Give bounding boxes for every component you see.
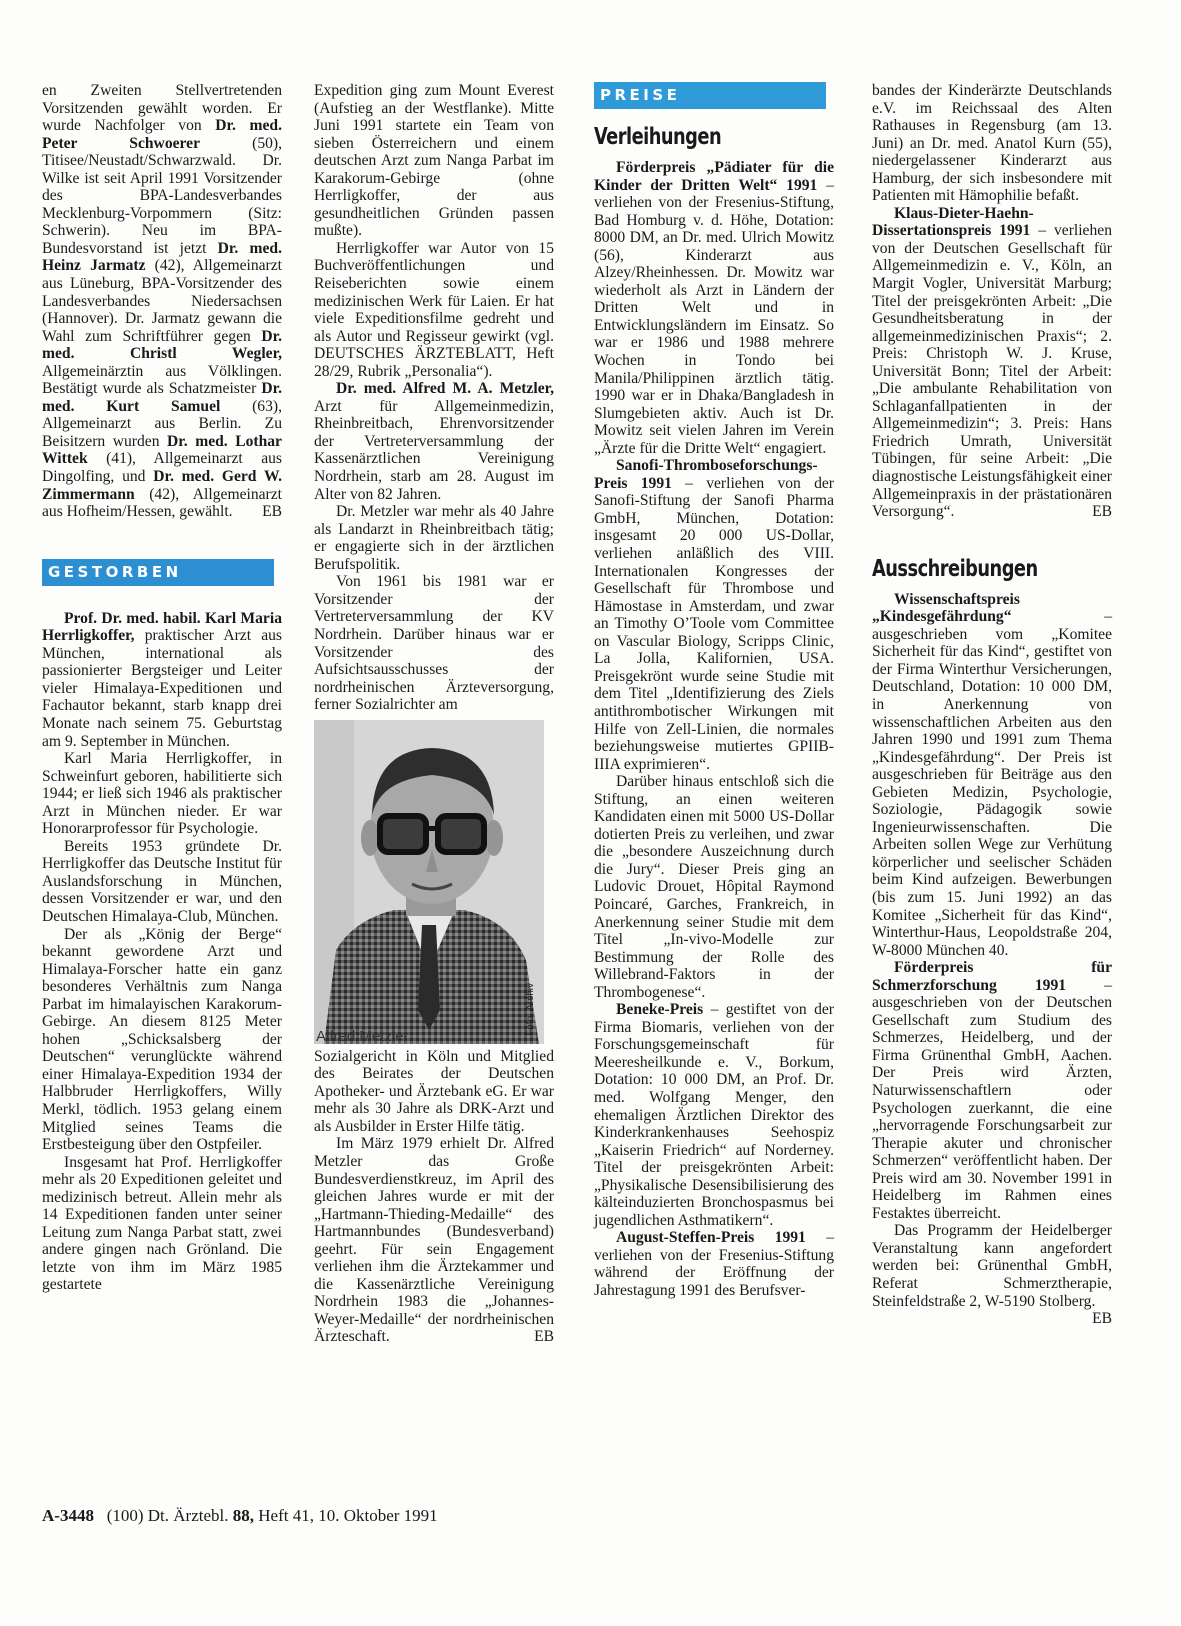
paragraph: Insgesamt hat Prof. Herrligkoffer mehr als 20 Expeditionen geleitet und medizinisch betreut. Allein mehr als 14 Expeditionen fanden unter seiner Leitung zum Nanga Parbat statt, zwei andere gingen nach Grönland. Die letzte von ihm im März 1985 gestartete	[42, 1153, 282, 1294]
text: Das Programm der Heidelberger Veranstaltung kann angefordert werden bei: Grünenthal GmbH, Referat Schmerztherapie, Steinfeldstraße 2, W-5190 Stolberg.	[872, 1222, 1112, 1310]
text: (63), Allgemeinarzt aus Berlin. Zu Beisitzern wurden	[42, 397, 282, 450]
text: (42), Allgemeinarzt aus Lüneburg, BPA-Vorsitzender des Landesverbandes Niedersachsen (Hannover). Dr. Jarmatz gewann die Wahl zum Schriftführer gegen	[42, 257, 282, 345]
paragraph: Expedition ging zum Mount Everest (Aufstieg an der Westflanke). Mitte Juni 1991 startete ein Team von sieben Österreichern und einem deutschen Arzt zum Nanga Parbat im Karakorum-Gebirge (ohne Herrligkoffer, der aus gesundheitlichen Gründen passen mußte).	[314, 82, 554, 240]
column-1	[42, 82, 282, 1294]
award-sanofi	[594, 457, 834, 773]
award-name: Sanofi-Thromboseforschungs-Preis 1991	[594, 457, 818, 492]
section-band-gestorben: GESTORBEN	[42, 559, 274, 586]
paragraph: bandes der Kinderärzte Deutschlands e.V. im Reichssaal des Alten Rathauses in Regensburg (am 13. Juni) an Dr. med. Anatol Kurn (55), niedergelassener Kinderarzt aus Hamburg, der sich insbesondere mit Patienten mit Hämophilie befaßt.	[872, 82, 1112, 205]
person-name: Dr. med. Kurt Samuel	[42, 380, 282, 415]
person-name: Dr. med. Alfred M. A. Metzler,	[336, 380, 554, 398]
award-name: August-Steffen-Preis 1991	[616, 1229, 806, 1247]
paragraph	[314, 1135, 554, 1346]
person-name: Dr. med. Lothar Wittek	[42, 432, 282, 468]
issue-info: Heft 41, 10. Oktober 1991	[258, 1506, 438, 1525]
text: – ausgeschrieben vom „Komitee Sicherheit für das Kind“, gestiftet von der Firma Winterthur Versicherungen, Deutschland, Dotation: 10 000 DM, in Anerkennung von wissenschaftlichen Arbeiten aus den Jahren 1990 und 1991 zum Thema „Kindesgefährdung“. Der Preis ist ausgeschrieben für Beiträge aus den Gebieten Medizin, Psychologie, Soziologie, Pädagogik sowie Ingenieurwissenschaften. Die Arbeiten sollen Wege zur Verhütung körperlicher und seelischer Schäden beim Kind aufzeigen. Bewerbungen (bis zum 15. Juni 1992) an das Komitee „Sicherheit für das Kind“, Winterthur-Haus, Leopoldstraße 204, W-8000 München 40.	[872, 608, 1112, 959]
text: Im März 1979 erhielt Dr. Alfred Metzler das Große Bundesverdienstkreuz, im April des gleichen Jahres wurde er mit der „Hartmann-Thieding-Medaille“ des Hartmannbundes (Bundesverband) geehrt. Für sein Engagement verliehen ihm die Ärztekammer und die Kassenärztliche Vereinigung Nordrhein 1983 die „Johannes-Weyer-Medaille“ der nordrheinischen Ärzteschaft.	[314, 1135, 554, 1346]
person-name: Dr. med. Peter Schwoerer	[42, 117, 282, 152]
award-name: Klaus-Dieter-Haehn-Dissertationspreis 1991	[872, 204, 1034, 240]
text: (41), Allgemeinarzt aus Dingolfing, und	[42, 450, 282, 486]
article-personalia-continued	[42, 82, 282, 521]
award-paediater	[594, 159, 834, 457]
person-name: Dr. med. Christl Wegler,	[42, 327, 282, 363]
obituary-metzler	[314, 380, 554, 503]
journal-name: (100) Dt. Ärztebl.	[106, 1506, 229, 1525]
person-name: Dr. med. Heinz Jarmatz	[42, 239, 282, 275]
author-signature: EB	[534, 1328, 554, 1346]
column-3	[594, 82, 834, 1300]
portrait-photo	[314, 720, 544, 1044]
section-heading-verleihungen: Verleihungen	[594, 124, 722, 150]
paragraph: Der als „König der Berge“ bekannt gewordene Arzt und Himalaya-Forscher hatte ein ganz besonderes Verhältnis zum Nanga Parbat im himalayischen Karakorum-Gebirge. An diesem 8125 Meter hohen „Schicksalsberg der Deutschen“ verunglückte während einer Himalaya-Expedition 1934 der Halbbruder Herrligkoffers, Willy Merkl, tödlich. 1953 gelang einem Mitglied seines Teams die Erstbesteigung über den Ostpfeiler.	[42, 925, 282, 1154]
page-footer	[42, 1506, 438, 1526]
person-name: Dr. med. Gerd W. Zimmermann	[42, 468, 282, 503]
paragraph: Bereits 1953 gründete Dr. Herrligkoffer das Deutsche Institut für Auslandsforschung in München, dessen Vorsitzender er war, und den Deutschen Himalaya-Club, München.	[42, 837, 282, 925]
volume-number: 88,	[232, 1506, 255, 1525]
paragraph: Dr. Metzler war mehr als 40 Jahre als Landarzt in Rheinbreitbach tätig; er engagierte sich in der ärztlichen Berufspolitik.	[314, 503, 554, 573]
portrait-illustration	[314, 720, 544, 1044]
text: – gestiftet von der Firma Biomaris, verliehen von der Forschungsgemeinschaft für Meeresheilkunde e. V., Borkum, Dotation: 10 000 DM, an Prof. Dr. med. Wolfgang Menger, den ehemaligen Ärztlichen Direktor des Kinderkrankenhauses Seehospiz „Kaiserin Friedrich“ auf Norderney. Titel der preisgekrönten Arbeit: „Physikalische Desensibilisierung des kälteinduzierten Bronchospasmus bei jugendlichen Asthmatikern“.	[594, 1001, 834, 1229]
text: – ausgeschrieben von der Deutschen Gesellschaft zum Studium des Schmerzes, Heidelberg, und der Firma Grünenthal GmbH, Aachen. Der Preis wird Ärzten, Naturwissenschaftlern oder Psychologen zuerkannt, die eine „hervorragende Forschungsarbeit zur Therapie akuter und chronischer Schmerzen“ veröffentlicht haben. Der Preis wird am 30. November 1991 in Heidelberg im Rahmen eines Festaktes überreicht.	[872, 976, 1112, 1222]
column-4	[872, 82, 1112, 1328]
paragraph	[872, 1222, 1112, 1328]
text: praktischer Arzt aus München, international als passionierter Bergsteiger und Leiter vieler Himalaya-Expeditionen und Fachautor bekannt, starb knapp drei Monate nach seinem 75. Geburtstag am 9. September in München.	[42, 627, 282, 750]
section-band-preise: PREISE	[594, 82, 826, 109]
column-2	[314, 82, 554, 1346]
call-kindesgefaehrdung	[872, 591, 1112, 959]
award-name: Wissenschaftspreis „Kindesgefährdung“	[872, 590, 1020, 626]
paragraph: Darüber hinaus entschloß sich die Stiftung, an einen weiteren Kandidaten einen mit 5000 US-Dollar dotierten Preis zu verleihen, und zwar die „besondere Auszeichnung durch die Jury“. Dieser Preis ging an Ludovic Drouet, Hôpital Raymond Poincaré, Garches, Frankreich, in Anerkennung seiner Studie mit dem Titel „In-vivo-Modelle zur Bestimmung der Rolle des Willebrand-Faktors in der Thrombogenese“.	[594, 773, 834, 1001]
author-signature: EB	[1092, 1310, 1112, 1328]
author-signature: EB	[262, 503, 282, 521]
section-heading-ausschreibungen: Ausschreibungen	[872, 555, 1038, 582]
call-schmerzforschung	[872, 959, 1112, 1222]
paragraph: Sozialgericht in Köln und Mitglied des Beirates der Deutschen Apotheker- und Ärztebank eG. Er war mehr als 30 Jahre als DRK-Arzt und als Ausbilder in Erster Hilfe tätig.	[314, 1047, 554, 1135]
paragraph: Herrligkoffer war Autor von 15 Buchveröffentlichungen und Reiseberichten sowie einem medizinischen Werk für Laien. Er hat viele Expeditionsfilme gedreht und als Autor und Regisseur gewirkt (vgl. DEUTSCHES ÄRZTEBLATT, Heft 28/29, Rubrik „Personalia“).	[314, 239, 554, 380]
text: – verliehen von der Deutschen Gesellschaft für Allgemeinmedizin e. V., Köln, an Margit Vogler, Universität Marburg; Titel der preisgekrönten Arbeit: „Die Gesundheitsberatung in der allgemeinmedizinischen Praxis“; 2. Preis: Christoph W. J. Kruse, Universität Bonn; Titel der Arbeit: „Die ambulante Rehabilitation von Schlaganfallpatienten in der Allgemeinmedizin“; 3. Preis: Hans Friedrich Umrath, Universität Tübingen, für seine Arbeit: „Die diagnostische Leistungsfähigkeit einer Allgemeinpraxis in der prästationären Versorgung“.	[872, 222, 1112, 521]
text: (42), Allgemeinarzt aus Hofheim/Hessen, gewählt.	[42, 485, 282, 521]
award-name: Förderpreis für Schmerzforschung 1991	[872, 959, 1112, 994]
photo-caption: Alfred Metzler	[316, 1028, 409, 1046]
person-name: Prof. Dr. med. habil. Karl Maria Herrligkoffer,	[42, 609, 282, 645]
award-haehn	[872, 205, 1112, 521]
award-name: Förderpreis „Pädiater für die Kinder der Dritten Welt“ 1991	[594, 159, 834, 194]
paragraph: Von 1961 bis 1981 war er Vorsitzender der Vertreterversammlung der KV Nordrhein. Darüber hinaus war er Vorsitzender des Aufsichtsausschusses der nordrheinischen Ärzteversorgung, ferner Sozialrichter am	[314, 573, 554, 714]
award-beneke	[594, 1001, 834, 1229]
text: en Zweiten Stellvertretenden Vorsitzenden gewählt worden. Er wurde Nachfolger von	[42, 82, 282, 135]
text: Allgemeinärztin aus Völklingen. Bestätigt wurde als Schatzmeister	[42, 362, 282, 398]
text: (50), Titisee/Neustadt/Schwarzwald. Dr. Wilke ist seit April 1991 Vorsitzender des BPA-Landesverbandes Mecklenburg-Vorpommern (Sitz: Schwerin). Neu im BPA-Bundesvorstand ist jetzt	[42, 134, 283, 257]
obituary-herrligkoffer	[42, 610, 282, 750]
paragraph: Karl Maria Herrligkoffer, in Schweinfurt geboren, habilitierte sich 1944; er ließ sich 1946 als praktischer Arzt in München nieder. Er war Honorarprofessor für Psychologie.	[42, 750, 282, 838]
photo-credit: Foto: Archiv	[525, 982, 537, 1036]
text: Arzt für Allgemeinmedizin, Rheinbreitbach, Ehrenvorsitzender der Vertreterversammlung der Kassenärztlichen Vereinigung Nordrhein, starb am 28. August im Alter von 82 Jahren.	[314, 397, 554, 503]
text: – verliehen von der Fresenius-Stiftung, Bad Homburg v. d. Höhe, Dotation: 8000 DM, an Dr. med. Ulrich Mowitz (56), Kinderarzt aus Alzey/Rheinhessen. Dr. Mowitz war wiederholt als Arzt in Ländern der Dritten Welt und in Entwicklungsländern im Einsatz. So war er 1986 und 1988 mehrere Wochen in Tondo bei Manila/Philippinen ärztlich tätig. 1990 war er in Dhaka/Bangladesh in Slumgebieten aktiv. Auch ist Dr. Mowitz seit vielen Jahren im Verein „Ärzte für die Dritte Welt“ engagiert.	[594, 176, 834, 457]
award-august-steffen	[594, 1229, 834, 1299]
award-name: Beneke-Preis	[616, 1001, 704, 1019]
page-code: A-3448	[42, 1506, 94, 1525]
text: – verliehen von der Sanofi-Stiftung der Sanofi Pharma GmbH, München, Dotation: insgesamt 20 000 US-Dollar, verliehen anläßlich des VIII. Internationalen Kongresses der Gesellschaft für Thrombose und Hämostase in Amsterdam, und zwar an Timothy O’Toole vom Committee on Vascular Biology, Scripps Clinic, La Jolla, Kalifornien, USA. Preisgekrönt wurde seine Studie mit dem Titel „Identifizierung des Ziels antithrombotischer Wirkungen mit Hilfe von Zell-Linien, die normales beziehungsweise mutiertes GPIIB-IIIA exprimieren“.	[594, 474, 834, 773]
text: – verliehen von der Fresenius-Stiftung während der Eröffnung der Jahrestagung 1991 des Berufsver-	[594, 1229, 834, 1299]
author-signature: EB	[1092, 503, 1112, 521]
